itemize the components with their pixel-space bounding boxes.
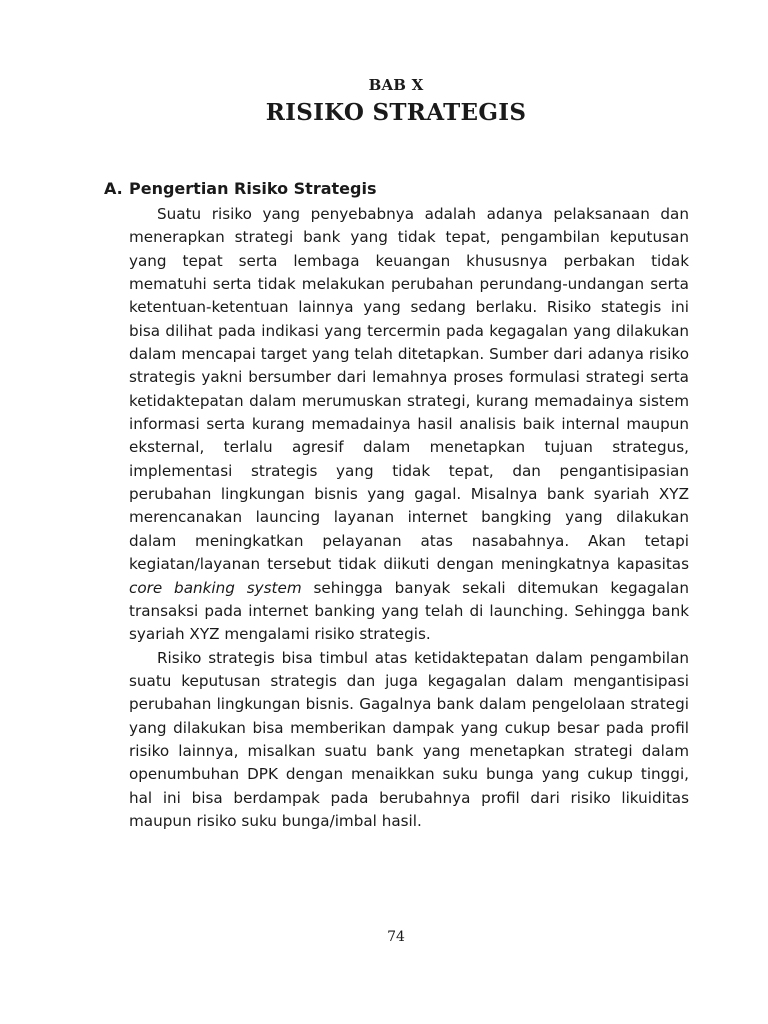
paragraph-1-text-b: sehingga banyak sekali ditemukan kegagalan transaksi pada internet banking yang telah di launching. Sehingga bank syariah XYZ mengalami risiko strategis. [129, 578, 689, 644]
paragraph-2: Risiko strategis bisa timbul atas ketidaktepatan dalam pengambilan suatu keputusan strategis dan juga kegagalan dalam mengantisipasi perubahan lingkungan bisnis. Gagalnya bank dalam pengelolaan strategi yang dilakukan bisa memberikan dampak yang cukup besar pada profil risiko lainnya, misalkan suatu bank yang menetapkan strategi dalam openumbuhan DPK dengan menaikkan suku bunga yang cukup tinggi, hal ini bisa berdampak pada berubahnya profil dari risiko likuiditas maupun risiko suku bunga/imbal hasil. [129, 648, 689, 830]
section-marker: A. [104, 179, 123, 198]
chapter-title: RISIKO STRATEGIS [265, 99, 527, 126]
paragraph-1-italic-term: core banking system [129, 578, 302, 597]
paragraph-1-text-a: Suatu risiko yang penyebabnya adalah adanya pelaksanaan dan menerapkan strategi bank yang tidak tepat, pengambilan keputusan yang tepat serta lembaga keuangan khususnya perbakan tidak mematuhi serta tidak melakukan perubahan perundang-undangan serta ketentuan-ketentuan lainnya yang sedang berlaku. Risiko stategis ini bisa dilihat pada indikasi yang tercermin pada kegagalan yang dilakukan dalam mencapai target yang telah ditetapkan. Sumber dari adanya risiko strategis yakni bersumber dari lemahnya proses formulasi strategi serta ketidaktepatan dalam merumuskan strategi, kurang memadainya sistem informasi serta kurang memadainya hasil analisis baik internal maupun eksternal, terlalu agresif dalam menetapkan tujuan strategus, implementasi strategis yang tidak tepat, dan pengantisipasian perubahan lingkungan bisnis yang gagal. Misalnya bank syariah XYZ merencanakan launcing layanan internet bangking yang dilakukan dalam meningkatkan pelayanan atas nasabahnya. Akan tetapi kegiatan/layanan tersebut tidak diikuti dengan meningkatnya kapasitas [129, 205, 689, 574]
section-heading-text: Pengertian Risiko Strategis [129, 179, 377, 198]
page-number: 74 [387, 929, 405, 945]
body-text [129, 203, 689, 833]
section-heading [104, 179, 376, 198]
paragraph-1 [129, 203, 689, 647]
chapter-label: BAB X [368, 76, 424, 94]
